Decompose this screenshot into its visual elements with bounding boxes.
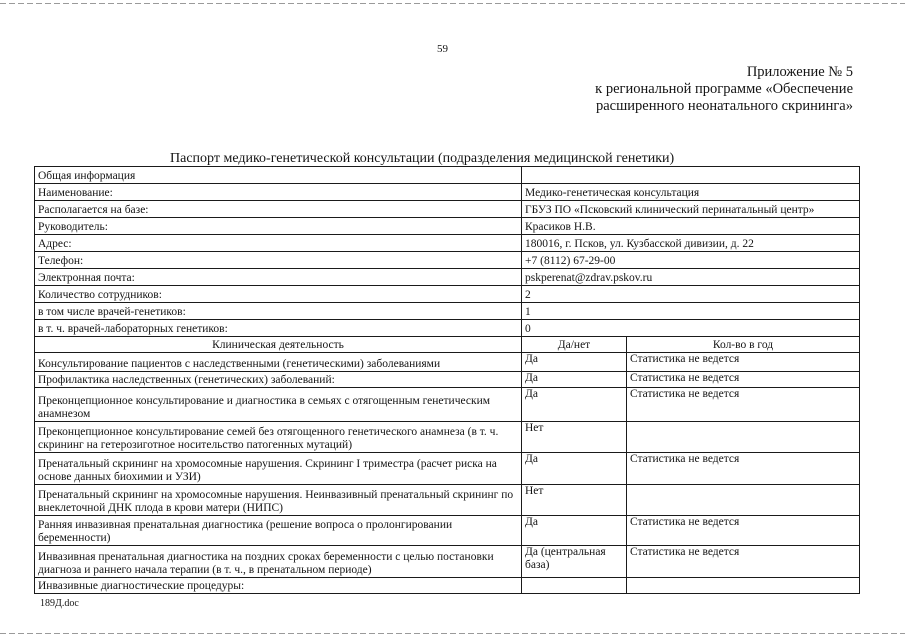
clinical-yesno: Да [522, 516, 627, 546]
info-row [35, 218, 860, 235]
info-label: Телефон: [35, 252, 522, 269]
passport-table [34, 166, 860, 594]
info-value: Медико-генетическая консультация [522, 184, 860, 201]
clinical-activity: Ранняя инвазивная пренатальная диагностика (решение вопроса о пролонгировании беременности) [35, 516, 522, 546]
clinical-activity: Профилактика наследственных (генетических) заболеваний: [35, 372, 522, 388]
clinical-yesno: Да [522, 453, 627, 485]
info-value: pskperenat@zdrav.pskov.ru [522, 269, 860, 286]
general-header-empty [522, 167, 860, 184]
info-value: Красиков Н.В. [522, 218, 860, 235]
clinical-yesno: Да [522, 388, 627, 422]
clinical-activity: Преконцепционное консультирование и диагностика в семьях с отягощенным генетическим анамнезом [35, 388, 522, 422]
info-row [35, 320, 860, 337]
clinical-activity: Пренатальный скрининг на хромосомные нарушения. Скрининг I триместра (расчет риска на основе данных биохимии и УЗИ) [35, 453, 522, 485]
info-row [35, 286, 860, 303]
clinical-row [35, 485, 860, 516]
clinical-activity: Пренатальный скрининг на хромосомные нарушения. Неинвазивный пренатальный скрининг по внеклеточной ДНК плода в крови матери (НИПС) [35, 485, 522, 516]
clinical-count [627, 422, 860, 453]
info-label: Располагается на базе: [35, 201, 522, 218]
clinical-row [35, 546, 860, 578]
scan-artifact-bottom [0, 633, 905, 634]
info-row [35, 201, 860, 218]
info-row [35, 184, 860, 201]
clinical-activity: Инвазивная пренатальная диагностика на поздних сроках беременности с целью постановки диагноза и раннего начала терапии (в т. ч., в пренатальном периоде) [35, 546, 522, 578]
general-header-row [35, 167, 860, 184]
clinical-row [35, 372, 860, 388]
info-value: +7 (8112) 67-29-00 [522, 252, 860, 269]
document-title: Паспорт медико-генетической консультации (подразделения медицинской генетики) [170, 151, 675, 166]
general-header: Общая информация [35, 167, 522, 184]
info-value: 180016, г. Псков, ул. Кузбасской дивизии, д. 22 [522, 235, 860, 252]
info-label: Количество сотрудников: [35, 286, 522, 303]
clinical-row [35, 353, 860, 372]
clinical-header-row [35, 337, 860, 353]
clinical-count: Статистика не ведется [627, 388, 860, 422]
clinical-yesno [522, 578, 627, 594]
clinical-col-yesno: Да/нет [522, 337, 627, 353]
clinical-count: Статистика не ведется [627, 453, 860, 485]
page-number: 59 [437, 43, 448, 55]
info-row [35, 303, 860, 320]
info-label: Адрес: [35, 235, 522, 252]
clinical-row [35, 422, 860, 453]
clinical-yesno: Нет [522, 485, 627, 516]
info-row [35, 252, 860, 269]
clinical-activity: Преконцепционное консультирование семей без отягощенного генетического анамнеза (в т. ч. скрининг на гетерозиготное носительство патогенных мутаций) [35, 422, 522, 453]
clinical-yesno: Да [522, 353, 627, 372]
clinical-count: Статистика не ведется [627, 353, 860, 372]
clinical-count: Статистика не ведется [627, 372, 860, 388]
clinical-count [627, 578, 860, 594]
clinical-yesno: Нет [522, 422, 627, 453]
clinical-row [35, 578, 860, 594]
appendix-line-1: Приложение № 5 [746, 64, 853, 80]
scan-artifact-top [0, 3, 905, 4]
clinical-col-activity: Клиническая деятельность [35, 337, 522, 353]
appendix-line-3: расширенного неонатального скрининга» [595, 98, 853, 114]
clinical-yesno: Да (центральная база) [522, 546, 627, 578]
info-value: 2 [522, 286, 860, 303]
info-value: 1 [522, 303, 860, 320]
clinical-activity: Консультирование пациентов с наследственными (генетическими) заболеваниями [35, 353, 522, 372]
clinical-count [627, 485, 860, 516]
info-row [35, 269, 860, 286]
info-label: Наименование: [35, 184, 522, 201]
clinical-row [35, 516, 860, 546]
info-row [35, 235, 860, 252]
info-label: в том числе врачей-генетиков: [35, 303, 522, 320]
clinical-count: Статистика не ведется [627, 546, 860, 578]
info-label: Электронная почта: [35, 269, 522, 286]
info-value: 0 [522, 320, 860, 337]
info-label: в т. ч. врачей-лабораторных генетиков: [35, 320, 522, 337]
appendix-heading [595, 64, 853, 115]
info-label: Руководитель: [35, 218, 522, 235]
clinical-activity: Инвазивные диагностические процедуры: [35, 578, 522, 594]
clinical-row [35, 388, 860, 422]
footer-filename: 189Д.doc [40, 598, 79, 609]
appendix-line-2: к региональной программе «Обеспечение [595, 81, 853, 97]
clinical-count: Статистика не ведется [627, 516, 860, 546]
info-value: ГБУЗ ПО «Псковский клинический перинатальный центр» [522, 201, 860, 218]
clinical-yesno: Да [522, 372, 627, 388]
clinical-col-count: Кол-во в год [627, 337, 860, 353]
clinical-row [35, 453, 860, 485]
